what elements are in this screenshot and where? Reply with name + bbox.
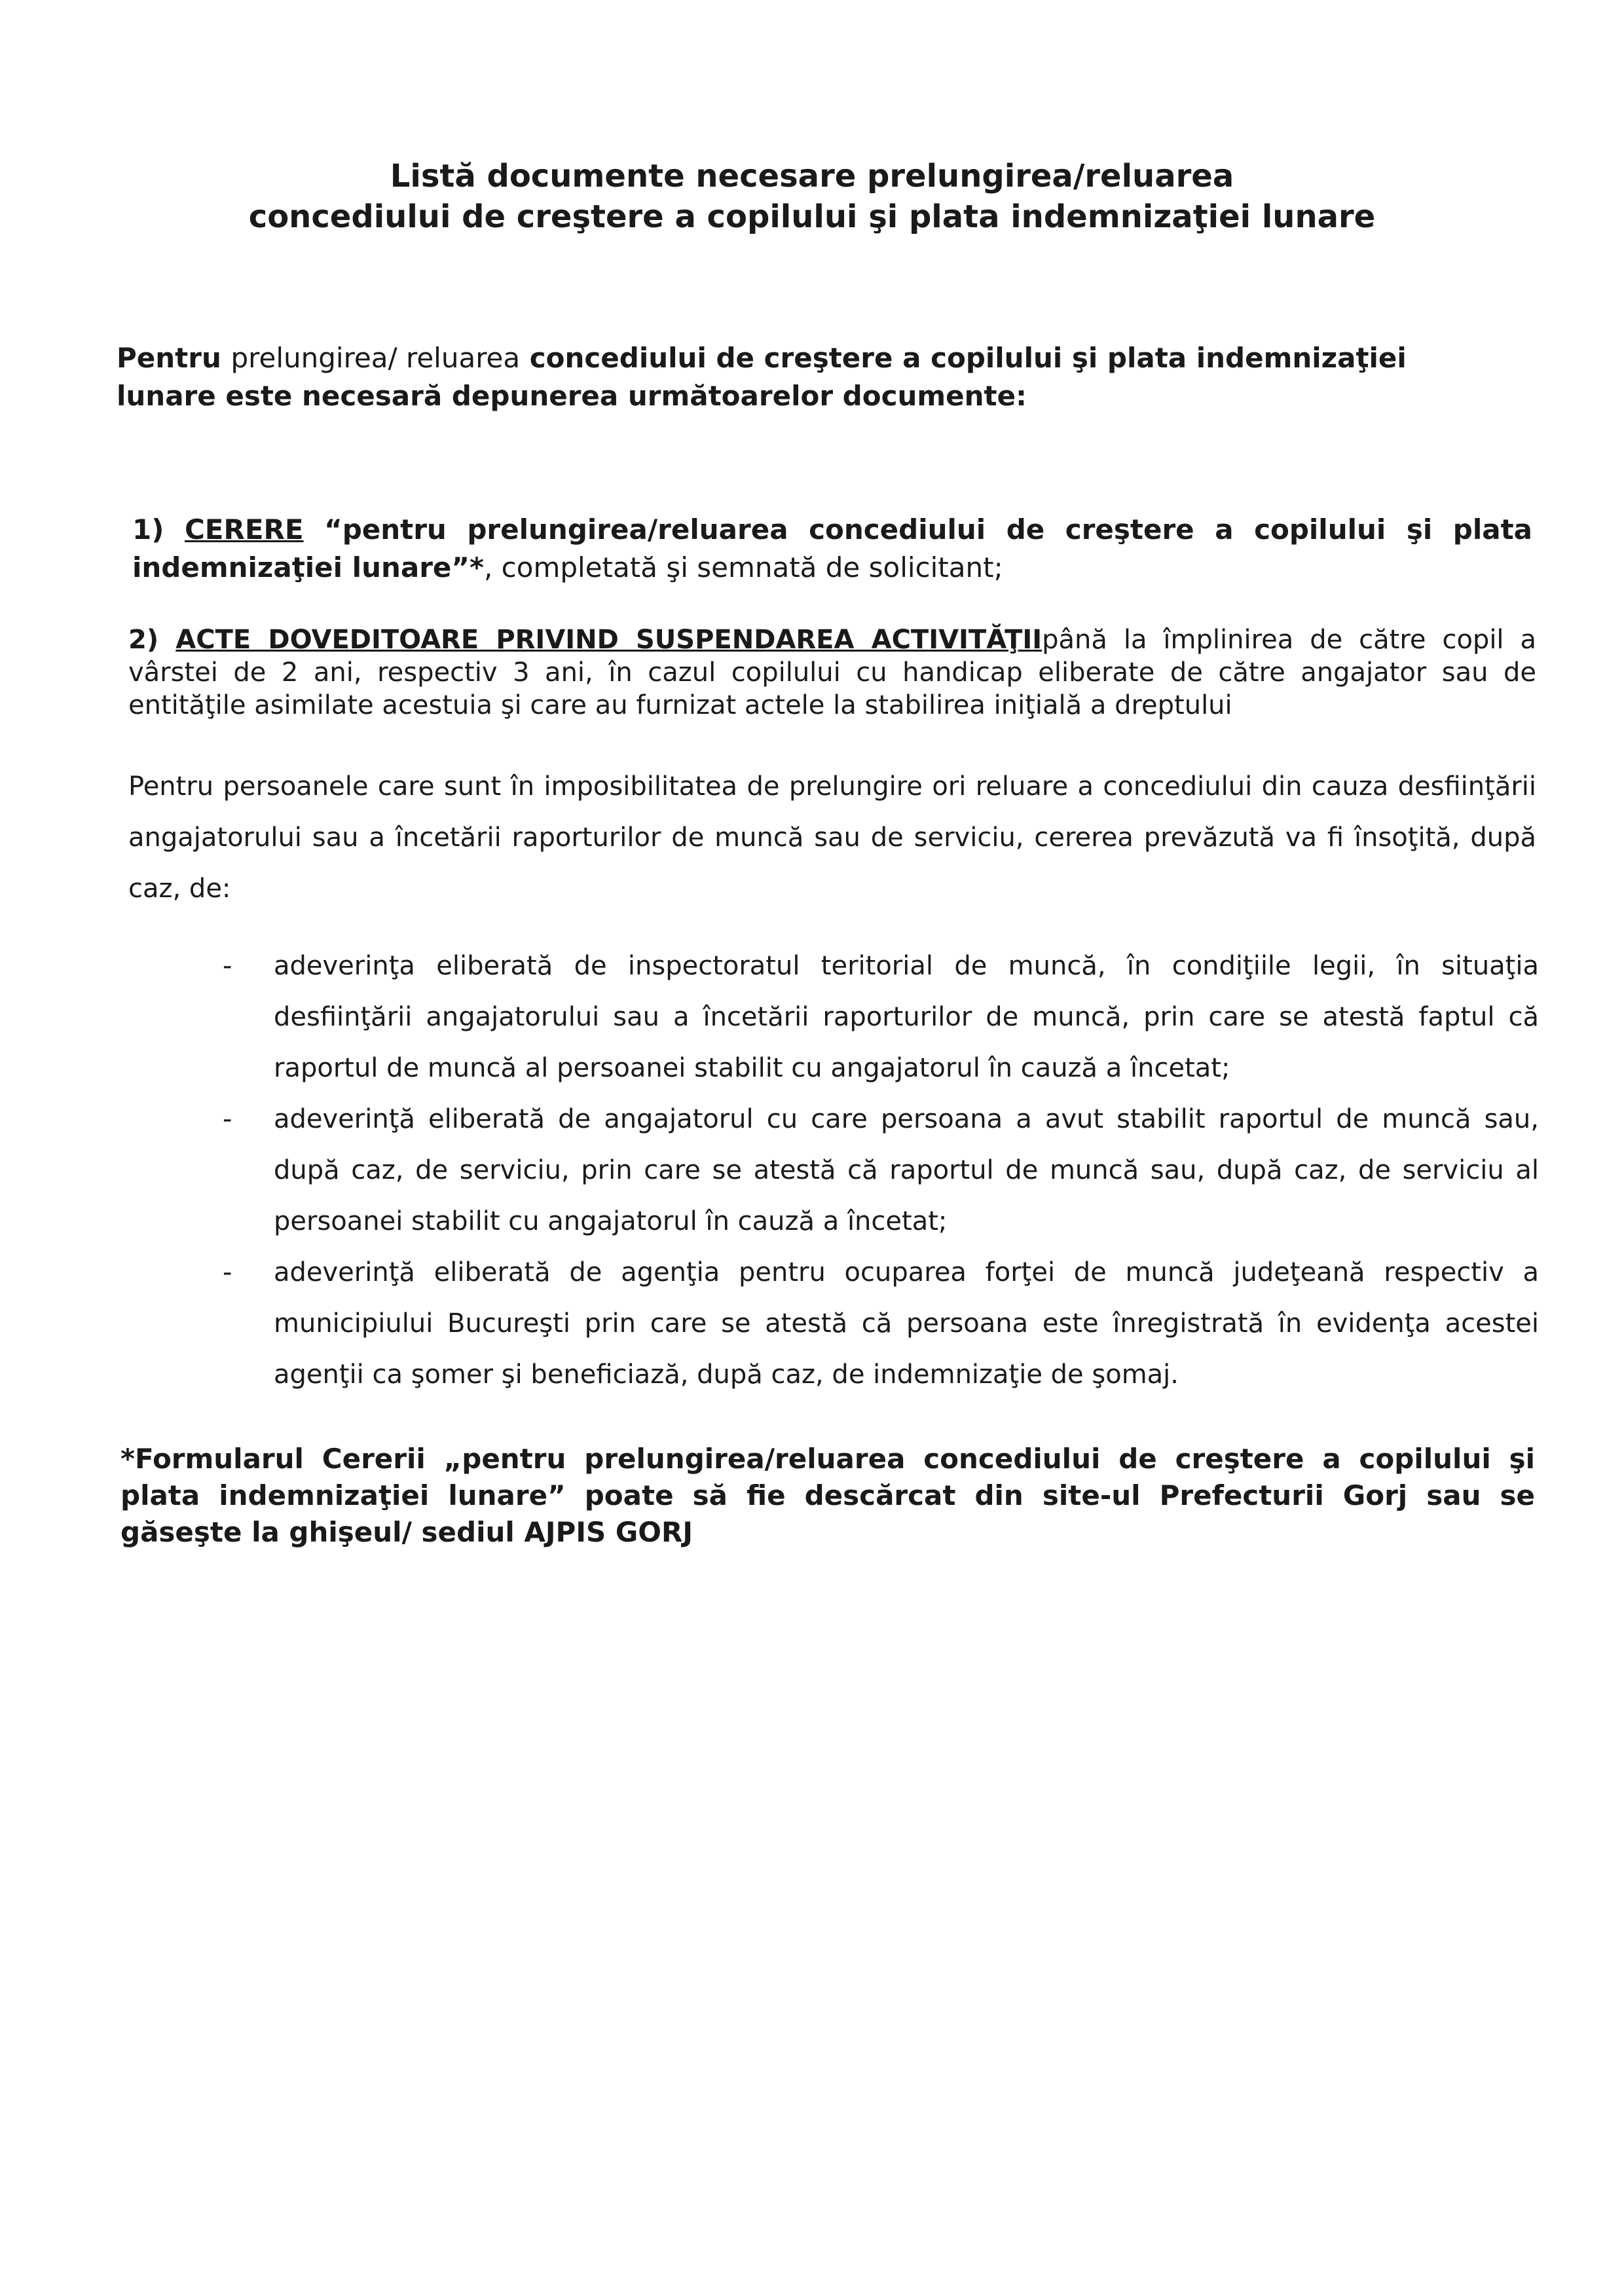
document-title (0, 156, 1624, 237)
list-item (223, 940, 1539, 1094)
bullet-dash: - (223, 1257, 232, 1287)
item2-rest: până la împlinirea de către copil a vârstei de 2 ani, respectiv 3 ani, în cazul copilului cu handicap eliberate de către angajator sau de entităţile asimilate acestuia şi care au furnizat actele la stabilirea iniţială a dreptului (128, 625, 1537, 720)
item1-rest: , completată şi semnată de solicitant; (483, 551, 1003, 583)
title-line-1: Listă documente necesare prelungirea/reluarea (390, 158, 1234, 194)
intro-start: Pentru (117, 342, 231, 374)
bullet-text: adeverinţă eliberată de angajatorul cu care persoana a avut stabilit raportul de muncă sau, după caz, de serviciu, prin care se atestă că raportul de muncă sau, după caz, de serviciu al persoanei stabilit cu angajatorul în cauză a încetat; (274, 1104, 1539, 1236)
intro-paragraph (117, 339, 1492, 415)
list-item-cerere (132, 511, 1532, 587)
bullet-text: adeverinţa eliberată de inspectoratul teritorial de muncă, în condiţiile legii, în situaţia desfiinţării angajatorului sau a încetării raporturilor de muncă, prin care se atestă faptul că raportul de muncă al persoanei stabilit cu angajatorul în cauză a încetat; (274, 951, 1539, 1083)
item1-quote: “pentru prelungirea/reluarea concediului de creştere a copilului şi plata indemnizaţiei lunare”* (132, 513, 1532, 583)
item1-number: 1) (132, 513, 185, 546)
bullet-text: adeverinţă eliberată de agenţia pentru ocuparea forţei de muncă judeţeană respectiv a municipiului Bucureşti prin care se atestă că persoana este înregistrată în evidenţa acestei agenţii ca şomer şi beneficiază, după caz, de indemnizaţie de şomaj. (274, 1257, 1539, 1390)
intro-normal-part: prelungirea/ reluarea (231, 342, 521, 374)
item2-number: 2) (128, 625, 176, 655)
conditions-paragraph: Pentru persoanele care sunt în imposibilitatea de prelungire ori reluare a concediului din cauza desfiinţării angajatorului sau a încetării raporturilor de muncă sau de serviciu, cererea prevăzută va fi însoţită, după caz, de: (128, 771, 1536, 904)
footer-note: *Formularul Cererii „pentru prelungirea/reluarea concediului de creştere a copilului şi plata indemnizaţiei lunare” poate să fie descărcat din site-ul Prefecturii Gorj sau se găseşte la ghişeul/ sediul AJPIS GORJ (120, 1443, 1535, 1548)
bullet-dash: - (223, 1104, 232, 1134)
list-item (223, 1247, 1539, 1400)
list-item (223, 1094, 1539, 1247)
bullet-dash: - (223, 951, 232, 981)
item1-keyword: CERERE (184, 513, 304, 546)
bullet-list (223, 940, 1539, 1400)
list-item-acte (128, 623, 1536, 722)
intro-rest: concediului de creştere a copilului şi plata indemnizaţiei lunare este necesară depunerea următoarelor documente: (117, 342, 1407, 412)
title-line-2: concediului de creştere a copilului şi plata indemnizaţiei lunare (248, 198, 1376, 235)
item2-keyword: ACTE DOVEDITOARE PRIVIND SUSPENDAREA ACTIVITĂŢII (175, 625, 1043, 655)
